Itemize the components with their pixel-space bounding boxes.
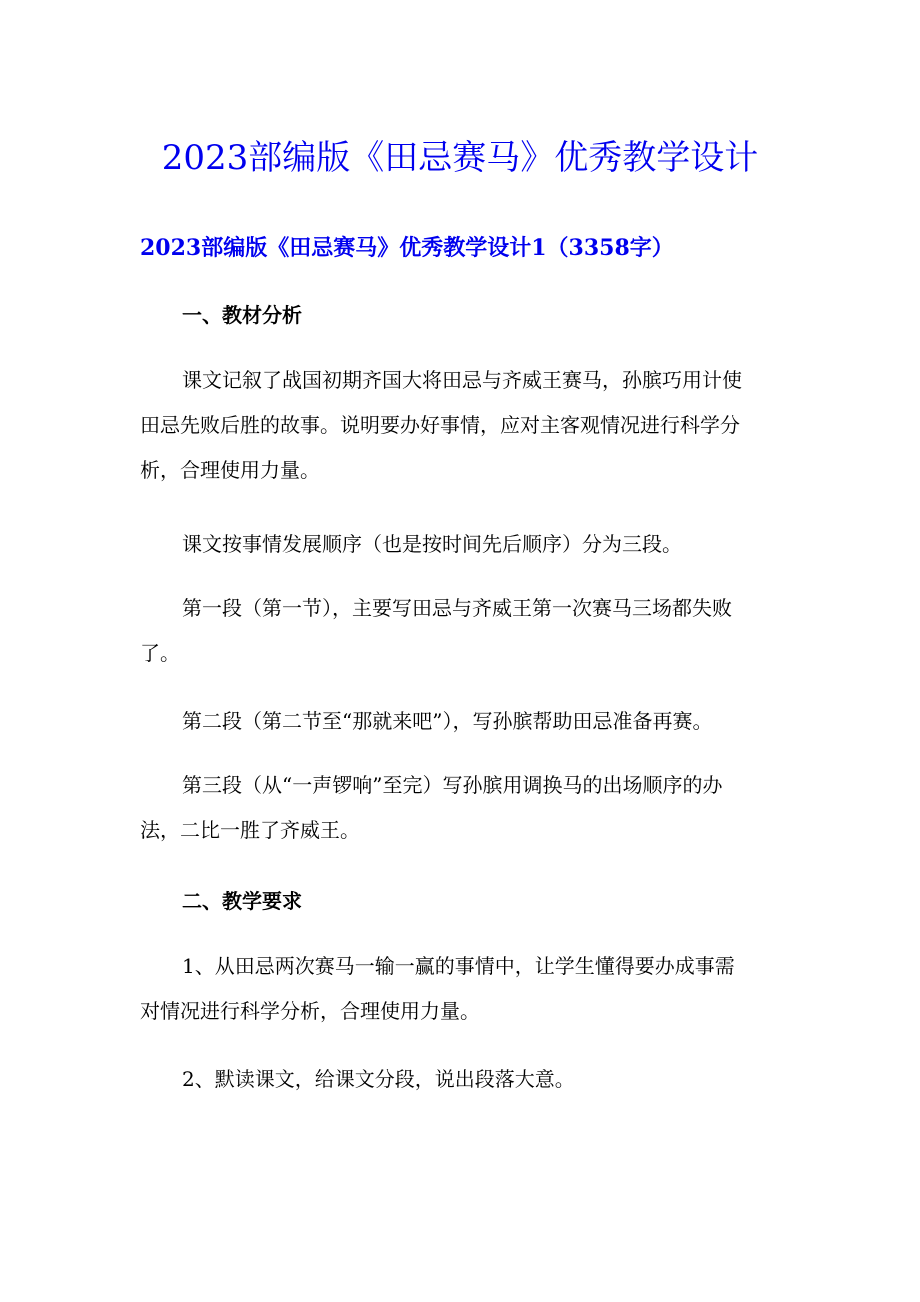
paragraph-line: 第二段（第二节至“那就来吧”），写孙膑帮助田忌准备再赛。 xyxy=(182,709,713,733)
document-subtitle: 2023部编版《田忌赛马》优秀教学设计1（3358字） xyxy=(140,235,674,261)
paragraph-requirement-one xyxy=(140,944,790,1034)
paragraph-line: 对情况进行科学分析，合理使用力量。 xyxy=(140,999,480,1023)
paragraph-line: 第三段（从“一声锣响”至完）写孙膑用调换马的出场顺序的办 xyxy=(182,773,723,797)
paragraph-line: 2、默读课文，给课文分段，说出段落大意。 xyxy=(182,1067,575,1091)
paragraph-line: 了。 xyxy=(140,641,180,665)
paragraph-part-three xyxy=(140,763,790,853)
paragraph-line: 课文按事情发展顺序（也是按时间先后顺序）分为三段。 xyxy=(182,532,682,556)
paragraph-material-summary xyxy=(140,358,790,493)
paragraph-line: 第一段（第一节），主要写田忌与齐威王第一次赛马三场都失败 xyxy=(182,596,732,620)
paragraph-line: 田忌先败后胜的故事。说明要办好事情，应对主客观情况进行科学分 xyxy=(140,413,740,437)
section-heading-teaching-material: 一、教材分析 xyxy=(182,303,302,327)
paragraph-part-two xyxy=(140,699,790,744)
document-title: 2023部编版《田忌赛马》优秀教学设计 xyxy=(161,138,759,178)
paragraph-line: 课文记叙了战国初期齐国大将田忌与齐威王赛马，孙膑巧用计使 xyxy=(182,368,742,392)
paragraph-part-one xyxy=(140,586,790,676)
paragraph-line: 法，二比一胜了齐威王。 xyxy=(140,818,360,842)
paragraph-requirement-two xyxy=(140,1057,790,1102)
section-heading-teaching-requirements: 二、教学要求 xyxy=(182,889,302,913)
paragraph-line: 1、从田忌两次赛马一输一赢的事情中，让学生懂得要办成事需 xyxy=(182,954,735,978)
paragraph-line: 析，合理使用力量。 xyxy=(140,458,320,482)
paragraph-structure xyxy=(140,522,790,567)
